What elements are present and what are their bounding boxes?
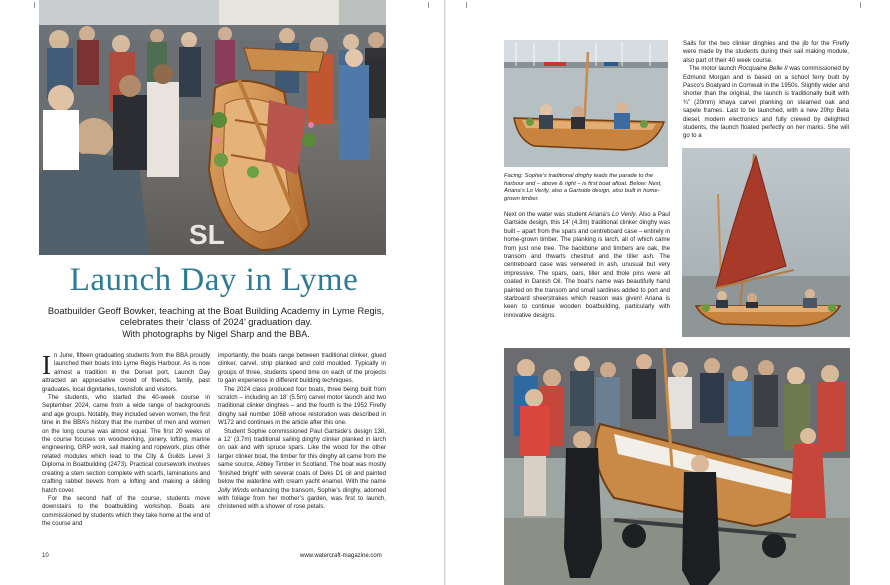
photo-caption [504, 173, 670, 203]
article-title: Launch Day in Lyme [69, 262, 359, 298]
paragraph [218, 428, 386, 512]
left-page [0, 0, 444, 585]
drop-cap: I [42, 350, 51, 380]
article-standfirst: Boatbuilder Geoff Bowker, teaching at the Boat Building Academy in Lyme Regis, celebrates their ‘class of 2024’ graduation day. [47, 305, 385, 327]
paragraph-text: Next on the water was student Ariana’s [504, 211, 612, 218]
magazine-url: www.watercraft-magazine.com [300, 553, 382, 559]
text-column-1 [42, 352, 210, 529]
boat-name: Rocquaine Belle II [738, 65, 788, 73]
crop-mark [428, 2, 435, 8]
caption-text: Sophie’s traditional dinghy leads the parade to the harbour and – above & right – is first boat afloat. Below: Next, Ariana’s [504, 173, 662, 195]
crop-mark [28, 2, 35, 8]
svg-text:SL: SL [189, 219, 225, 250]
launch-trolley-photo [504, 348, 850, 585]
parade-photo-illustration [39, 0, 386, 255]
right-page [446, 0, 890, 585]
paragraph: For the second half of the course, students move downstairs to the boatbuilding workshop. Boats are commissioned by students which they take home at the end of the course and [42, 494, 211, 528]
red-sail-photo [682, 148, 850, 337]
red-sail-illustration [682, 148, 850, 337]
caption-text: , also a Gartside design, also built in home-grown timber. [504, 188, 660, 202]
text-column-3 [504, 211, 670, 320]
text-column-2 [218, 352, 386, 512]
paragraph [683, 65, 849, 141]
dinghy-afloat-photo [504, 40, 668, 167]
parade-photo [39, 0, 386, 255]
caption-boat-name: Lo Verily [526, 188, 549, 195]
dinghy-afloat-illustration [504, 40, 668, 167]
paragraph-text: Student Sophie commissioned Paul Gartside’s design 130, a 12’ (3.7m) traditional sailing dinghy clinker planked in larch on oak and with spruce spars. Like the wood for the other larger clinker boat, the timber for this dinghy all came from the same source, Abbey Timber in Scotland. The boat was mostly ‘finished bright’ with several coats of Deks D1 oil and painted below the waterline with cream yacht enamel. With the name [218, 427, 386, 486]
paragraph [504, 211, 670, 320]
crop-mark [460, 2, 467, 8]
paragraph-text: . Also a Paul Gartside design, this 14’ (4.3m) traditional clinker dinghy was built – apart from the spars and centreboard case – entirely in home-grown timber. The planking is larch, all of which came from just one tree. The backbone and timbers are oak, the transom and thwarts chestnut and the tiller ash. The centreboard case was veneered in ash, unusual but very impressive. The spars, oars, tiller and thole pins were all coated in Danish Oil. The boat’s name was beautifully hand painted on the transom and small sardines added to port and starboard sheerstrakes which reason was given! Ariana is keen to continue wooden boatbuilding, particularly with innovative designs. [504, 211, 670, 319]
boat-name: Lo Verily [612, 211, 636, 218]
paragraph-text: was commissioned by Edmund Morgan and is based on a school ferry built by Pasco’s Boatyard in Cornwall in the 1950s. Slightly wider and shorter than the original, the launch is traditionally built with ¾” (20mm) khaya carvel planking on steamed oak and sapele frames. Last to be launched, with a new 20hp Beta diesel, modern electronics and fully crewed by delighted students, the launch floated perfectly on her marks. She will go to a [683, 65, 849, 140]
photo-credit: With photographs by Nigel Sharp and the BBA. [122, 329, 310, 339]
crop-mark [860, 2, 867, 8]
paragraph [42, 352, 210, 394]
launch-trolley-illustration [504, 348, 850, 585]
boat-name: Jolly Winds [218, 486, 250, 494]
paragraph-text: enhancing the transom, Sophie’s dinghy, adorned with foliage from her mother’s garden, was first to launch, christened with a shower of rose petals. [218, 486, 386, 511]
paragraph: Sails for the two clinker dinghies and the jib for the Firefly were made by the students during their sail making module, also part of their 40 week course. [683, 40, 849, 64]
paragraph: The 2024 class produced four boats, three being built from scratch – including an 18’ (5.5m) carvel motor launch and two traditional clinker dinghies – and the fourth is the 1952 Firefly dinghy sail number 1068 whose restoration was described in W172 and continues in the article after this one. [218, 385, 386, 427]
paragraph-text: n June, fifteen graduating students from the BBA proudly launched their boats into Lyme Regis Harbour. As is now almost a tradition in the Dorset port, Launch Day attracted an appreciative crowd of friends, family, past graduates, local dignitaries, townsfolk and visitors. [42, 352, 210, 393]
paragraph: The students, who started the 40-week course in September 2024, came from a wide range of backgrounds and age groups. Notably, they included seven women, the first time in the BBA’s history that the number of men and women on the long course was almost equal. The first 20 weeks of the course focuses on woodworking, joinery, lofting, marine engineering, GRP work, sail making and ropework, plus other related modules which lead to the City & Guilds Level 3 Diploma in Boatbuilding (2473). Practical coursework involves creating a stem section complete with scarfs, laminations and crafting rabbet bevels from a lofting and making a sliding hatch cover. [42, 394, 210, 494]
caption-lead: Facing: [504, 173, 525, 179]
page-number: 10 [42, 553, 49, 559]
paragraph-text: The motor launch [689, 65, 739, 73]
paragraph: importantly, the boats range between traditional clinker, glued clinker, carvel, strip planked and cold moulded. Typically in groups of three, students spend time on each of the projects to gain experience in different building techniques. [218, 352, 386, 385]
text-column-4 [683, 40, 849, 141]
